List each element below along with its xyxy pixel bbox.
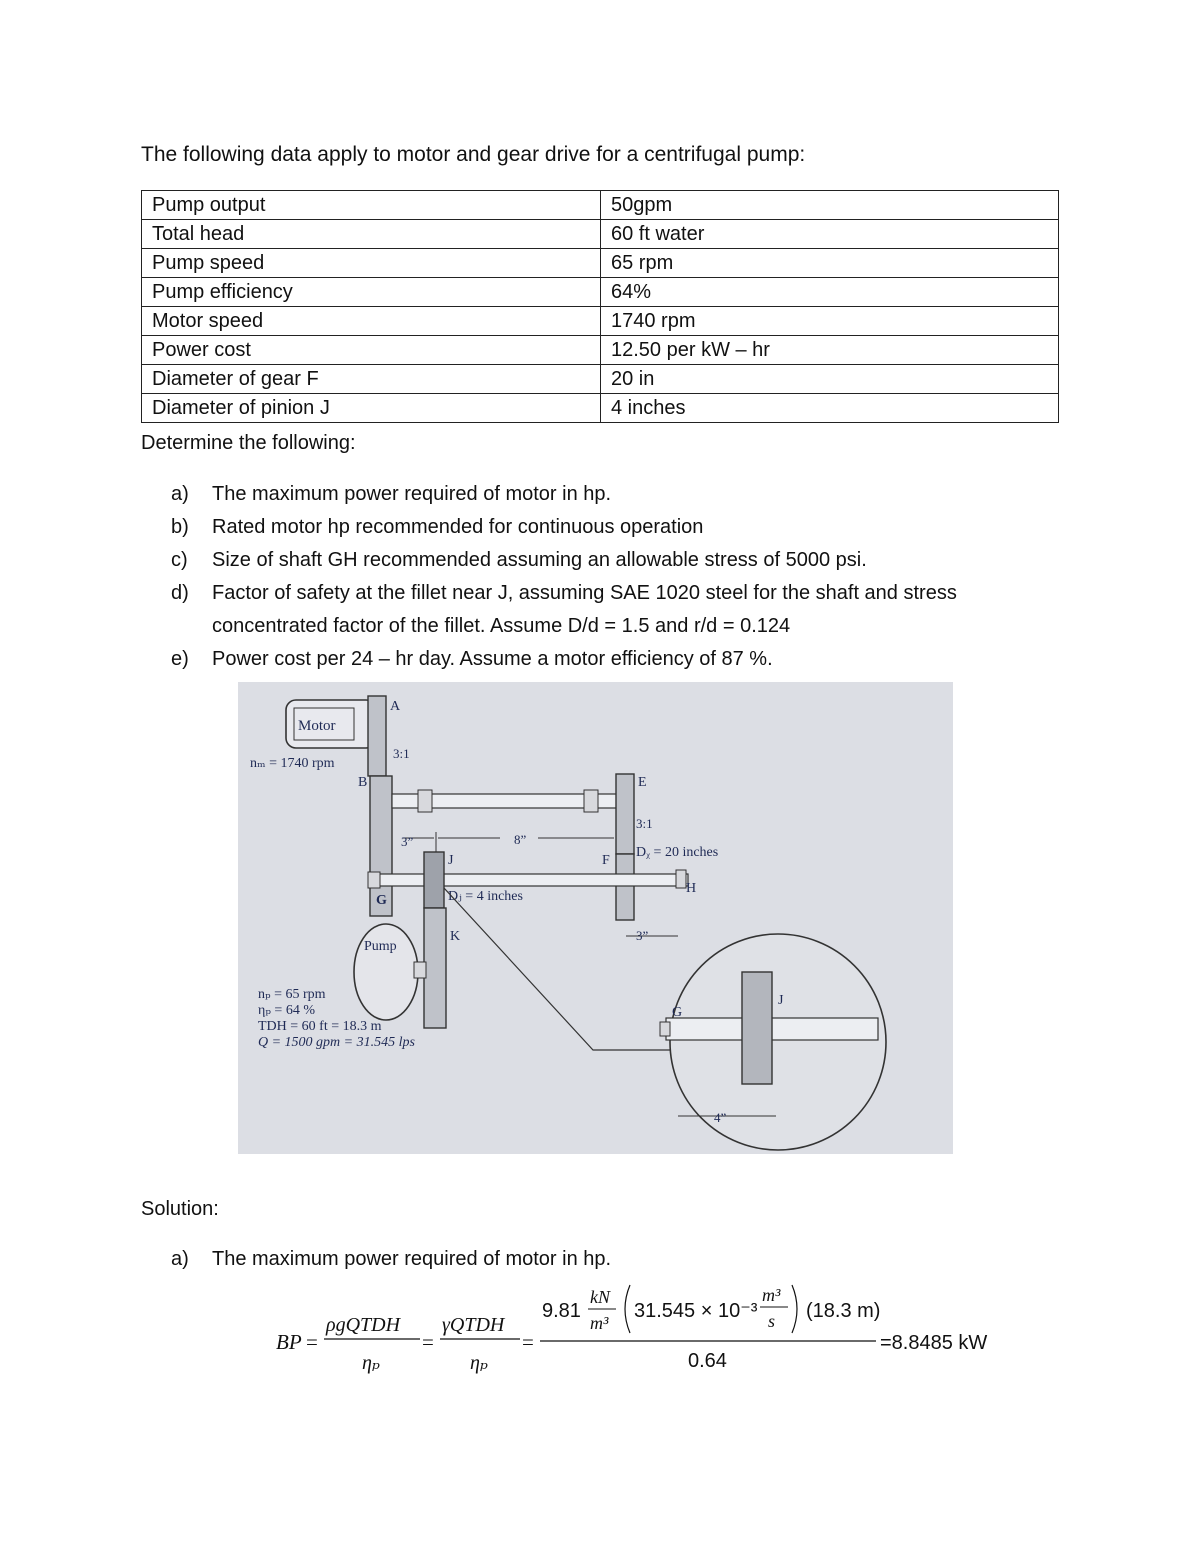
gear-f-label: F	[602, 853, 610, 868]
table-cell-label: Diameter of pinion J	[142, 394, 601, 423]
list-item-text: Rated motor hp recommended for continuous operation	[212, 516, 704, 538]
equation-graphic	[270, 1275, 1010, 1385]
gear-f-diameter: Dᵪ = 20 inches	[636, 845, 719, 860]
solution-item	[171, 1243, 611, 1276]
detail-pinion-j	[742, 972, 772, 1084]
detail-shaft-end	[660, 1022, 670, 1036]
table-row	[142, 249, 1059, 278]
determine-heading: Determine the following:	[141, 432, 356, 454]
pump-efficiency-label: ηₚ = 64 %	[258, 1003, 315, 1018]
question-item	[171, 577, 1051, 643]
list-item-text: The maximum power required of motor in hp.	[212, 483, 612, 505]
table-cell-value: 65 rpm	[601, 249, 1059, 278]
dim-3-label: 3”	[401, 834, 414, 849]
detail-leader-line	[444, 888, 678, 1050]
question-list	[171, 478, 1051, 676]
list-marker: e)	[171, 648, 189, 670]
eq-bp: BP	[276, 1330, 302, 1354]
gear-k-label: K	[450, 929, 461, 944]
question-item	[171, 544, 1051, 577]
table-row	[142, 191, 1059, 220]
eq-gamma-unit-den: m³	[590, 1313, 609, 1333]
ratio-ef-label: 3:1	[636, 816, 653, 831]
gear-b-label: B	[358, 775, 368, 790]
table-cell-value: 60 ft water	[601, 220, 1059, 249]
table-cell-value: 12.50 per kW – hr	[601, 336, 1059, 365]
eq-eta-value: 0.64	[688, 1350, 727, 1372]
upper-bearing-left	[418, 790, 432, 812]
list-marker: c)	[171, 549, 188, 571]
table-row	[142, 336, 1059, 365]
table-cell-value: 1740 rpm	[601, 307, 1059, 336]
solution-list	[171, 1243, 611, 1276]
question-item	[171, 643, 1051, 676]
eq-num-2: γQTDH	[442, 1314, 505, 1336]
flow-label: Q = 1500 gpm = 31.545 lps	[258, 1035, 415, 1050]
dim-3b-label: 3”	[636, 928, 649, 943]
eq-gamma-unit-num: kN	[590, 1287, 610, 1307]
table-cell-label: Motor speed	[142, 307, 601, 336]
list-item-text: Size of shaft GH recommended assuming an allowable stress of 5000 psi.	[212, 549, 867, 571]
solution-heading: Solution:	[141, 1198, 219, 1220]
table-cell-value: 50gpm	[601, 191, 1059, 220]
dim-8-label: 8”	[514, 832, 527, 847]
detail-circle	[670, 934, 886, 1150]
tdh-label: TDH = 60 ft = 18.3 m	[258, 1019, 382, 1034]
pump-coupling	[414, 962, 426, 978]
upper-bearing-right	[584, 790, 598, 812]
list-item-text: Power cost per 24 – hr day. Assume a motor efficiency of 87 %.	[212, 648, 773, 670]
gear-a-label: A	[390, 699, 401, 714]
eq-result: =8.8485 kW	[880, 1332, 988, 1354]
pinion-j-diameter: Dⱼ = 4 inches	[448, 889, 523, 904]
detail-j-label: J	[778, 993, 784, 1008]
gear-drive-figure	[238, 682, 953, 1154]
dim-4-label: 4”	[714, 1110, 727, 1125]
eq-den-1: ηₚ	[362, 1352, 380, 1374]
pump-data-table	[141, 190, 1059, 423]
table-cell-label: Power cost	[142, 336, 601, 365]
list-item-text: The maximum power required of motor in hp.	[212, 1248, 612, 1270]
eq-q-unit-num: m³	[762, 1285, 781, 1305]
table-cell-label: Diameter of gear F	[142, 365, 601, 394]
list-marker: b)	[171, 516, 189, 538]
gear-k	[424, 908, 446, 1028]
gear-e	[616, 774, 634, 854]
eq-q-value: 31.545 × 10⁻³	[634, 1300, 758, 1322]
shaft-h-label: H	[686, 881, 697, 896]
eq-paren-left	[625, 1285, 630, 1333]
gear-e-label: E	[638, 775, 647, 790]
table-cell-label: Pump output	[142, 191, 601, 220]
eq-gamma-value: 9.81	[542, 1300, 581, 1322]
shaft-g-end	[368, 872, 380, 888]
list-marker: a)	[171, 1248, 189, 1270]
eq-paren-right	[792, 1285, 797, 1333]
table-row	[142, 394, 1059, 423]
ratio-ab-label: 3:1	[393, 746, 410, 761]
table-row	[142, 278, 1059, 307]
eq-equals-2: =	[422, 1330, 434, 1354]
motor-speed-label: nₘ = 1740 rpm	[250, 756, 335, 771]
list-item-text: Factor of safety at the fillet near J, assuming SAE 1020 steel for the shaft and stress concentrated factor of the fillet. Assume D/d = 1.5 and r/d = 0.124	[212, 582, 957, 637]
question-item	[171, 511, 1051, 544]
table-cell-label: Pump efficiency	[142, 278, 601, 307]
list-marker: d)	[171, 582, 189, 604]
detail-g-label: G	[672, 1005, 683, 1020]
gear-f	[616, 854, 634, 920]
list-marker: a)	[171, 483, 189, 505]
table-row	[142, 220, 1059, 249]
shaft-g-label: G	[376, 893, 387, 908]
pinion-j	[424, 852, 444, 908]
brake-power-equation	[270, 1275, 1010, 1385]
question-item	[171, 478, 1051, 511]
eq-equals-1: =	[306, 1330, 318, 1354]
eq-q-unit-den: s	[768, 1311, 776, 1331]
shaft-h-end	[676, 870, 686, 888]
pump-speed-label: nₚ = 65 rpm	[258, 987, 326, 1002]
table-cell-label: Total head	[142, 220, 601, 249]
eq-num-1: ρgQTDH	[326, 1314, 401, 1336]
pump-label: Pump	[364, 939, 397, 954]
table-cell-value: 64%	[601, 278, 1059, 307]
motor-label: Motor	[298, 718, 336, 734]
intro-text: The following data apply to motor and gear drive for a centrifugal pump:	[141, 143, 806, 166]
eq-equals-3: =	[522, 1330, 534, 1354]
gear-drive-diagram	[238, 682, 953, 1154]
table-row	[142, 307, 1059, 336]
table-cell-label: Pump speed	[142, 249, 601, 278]
table-cell-value: 20 in	[601, 365, 1059, 394]
table-cell-value: 4 inches	[601, 394, 1059, 423]
table-row	[142, 365, 1059, 394]
eq-den-2: ηₚ	[470, 1352, 488, 1374]
pinion-j-label: J	[448, 853, 454, 868]
eq-tdh-value: (18.3 m)	[806, 1300, 881, 1322]
gear-a	[368, 696, 386, 776]
